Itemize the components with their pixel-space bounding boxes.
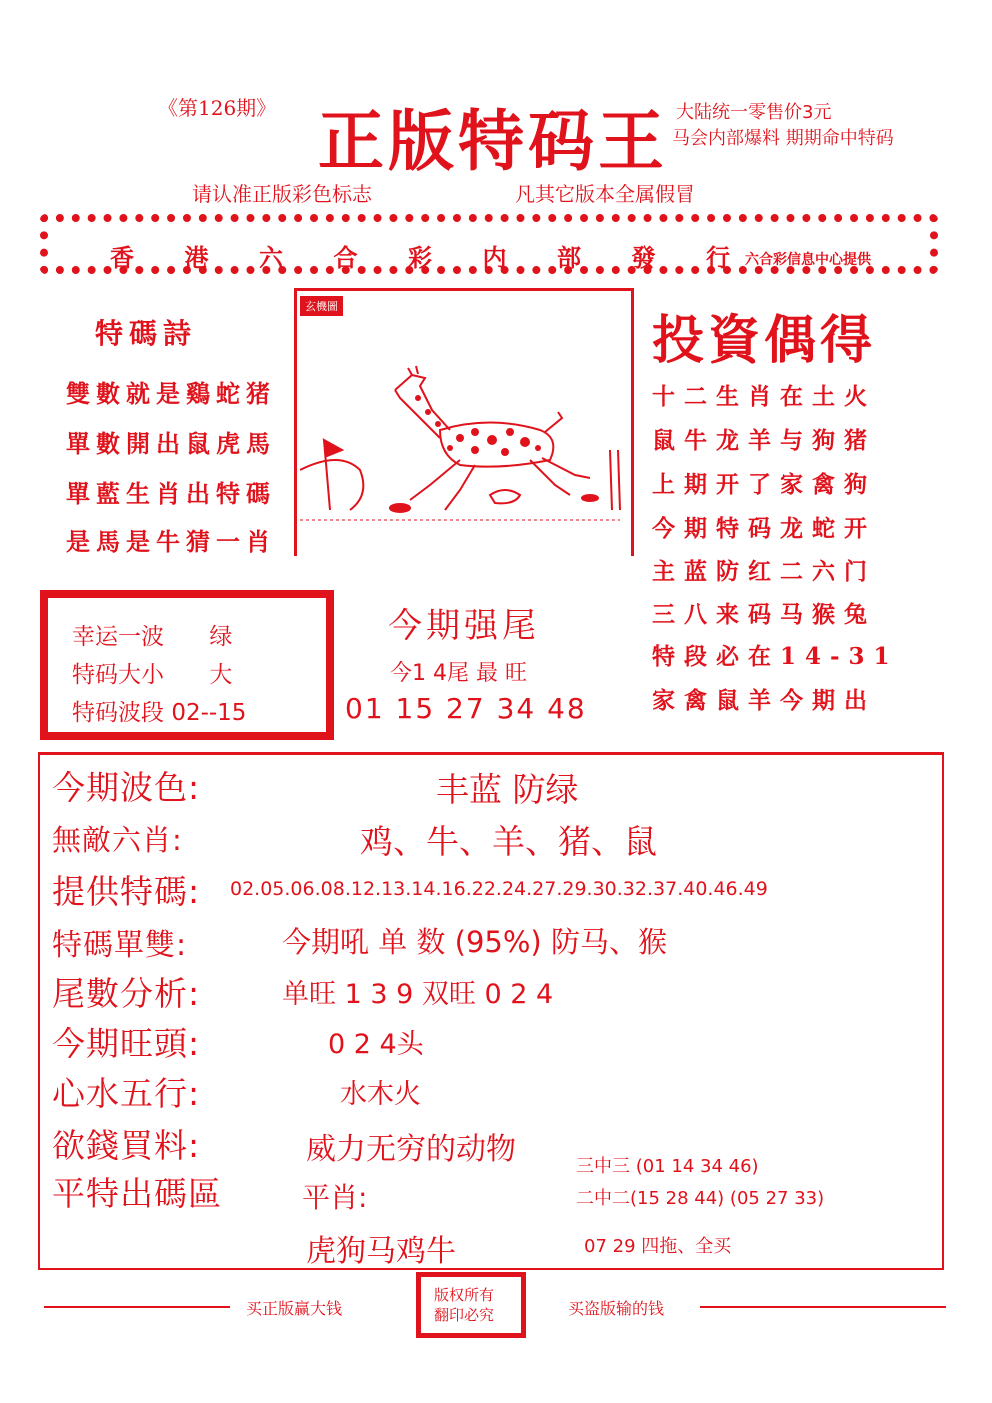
invest-line: 三八来码马猴兔: [652, 601, 876, 628]
row-value-tail-analysis: 单旺 1 3 9 双旺 0 2 4: [282, 979, 554, 1010]
banner-char: 部: [557, 243, 581, 272]
price-text: 大陆统一零售价3元: [676, 102, 832, 123]
invest-line: 上期开了家禽狗: [652, 471, 876, 498]
lucky-row: [72, 618, 232, 651]
picture-stamp: 玄機圖: [300, 296, 343, 316]
row-label-flat-zone: 平特出碼區: [52, 1174, 222, 1213]
lucky-label: 幸运一波: [72, 624, 164, 650]
row-value-odd-even: 今期吼 单 数 (95%) 防马、猴: [282, 925, 667, 959]
three-of-three: 三中三 (01 14 34 46): [576, 1156, 759, 1177]
footer-right-slogan: 买盗版输的钱: [568, 1299, 665, 1318]
banner-char: 内: [482, 243, 507, 272]
tail-subtitle: 今1 4尾 最 旺: [390, 661, 527, 686]
footer-divider: [44, 1306, 230, 1308]
banner-source: 六合彩信息中心提供: [745, 252, 871, 268]
lucky-label: 特码波段: [72, 700, 164, 726]
footer-left-slogan: 买正版赢大钱: [246, 1299, 343, 1318]
tail-numbers: 01 15 27 34 48: [345, 692, 587, 725]
lucky-value: 02--15: [171, 700, 247, 726]
lucky-row: [72, 694, 246, 727]
banner-char: 六: [259, 243, 283, 272]
copyright-line: 版权所有: [434, 1286, 495, 1304]
invest-line: 鼠牛龙羊与狗猪: [652, 427, 876, 454]
row-value-flat-zone: 平肖:: [302, 1181, 368, 1214]
row-label-buy-tips: 欲錢買料:: [52, 1126, 201, 1165]
row-label-tail-analysis: 尾數分析:: [52, 974, 201, 1013]
issue-number: 《第126期》: [158, 96, 277, 120]
banner-char: 行: [706, 243, 730, 272]
poem-title: 特碼詩: [95, 317, 198, 350]
two-of-two: 二中二(15 28 44) (05 27 33): [576, 1188, 825, 1209]
invest-line: 十二生肖在土火: [652, 383, 876, 410]
row-label-wave-color: 今期波色:: [52, 768, 201, 807]
poem-line: 雙數就是鷄蛇猪: [66, 379, 276, 408]
footer-divider: [700, 1306, 946, 1308]
banner-char: 彩: [408, 243, 432, 272]
row-label-special-numbers: 提供特碼:: [52, 872, 201, 911]
lucky-row: [72, 656, 232, 689]
invest-line: 家禽鼠羊今期出: [652, 687, 876, 714]
authenticity-notice: 请认准正版彩色标志: [192, 182, 372, 206]
row-label-zodiac: 無敵六肖:: [52, 823, 183, 857]
lucky-value: 大: [209, 662, 233, 688]
lucky-label: 特码大小: [72, 662, 164, 688]
row-value-buy-tips: 威力无穷的动物: [306, 1132, 516, 1167]
row-label-hot-head: 今期旺頭:: [52, 1024, 201, 1063]
row-value-five-elements: 水木火: [340, 1079, 421, 1110]
poem-line: 是馬是牛猜一肖: [66, 527, 276, 556]
row-value-zodiac: 鸡、牛、羊、猪、鼠: [360, 822, 657, 861]
invest-line: 特段必在14-31: [652, 643, 899, 670]
invest-title: 投資偶得: [652, 310, 877, 371]
banner-char: 港: [184, 243, 209, 272]
insider-text: 马会内部爆料 期期命中特码: [672, 128, 894, 149]
poem-line: 單數開出鼠虎馬: [66, 429, 276, 458]
row-value-wave-color: 丰蓝 防绿: [436, 770, 579, 809]
publisher-banner-text: [110, 238, 730, 273]
banner-char: 香: [110, 243, 134, 272]
counterfeit-notice: 凡其它版本全属假冒: [515, 182, 695, 206]
banner-char: 合: [333, 243, 358, 272]
banner-char: 發: [631, 243, 656, 272]
invest-line: 今期特码龙蛇开: [652, 515, 876, 542]
flat-animals: 虎狗马鸡牛: [306, 1234, 456, 1269]
four-drag: 07 29 四拖、全买: [584, 1236, 732, 1257]
tail-title: 今期强尾: [388, 606, 540, 646]
copyright-line: 翻印必究: [434, 1306, 495, 1324]
row-value-hot-head: 0 2 4头: [328, 1029, 424, 1060]
lucky-value: 绿: [209, 624, 233, 650]
invest-line: 主蓝防红二六门: [652, 558, 876, 585]
poem-line: 單藍生肖出特碼: [66, 479, 276, 508]
main-title: 正版特码王: [318, 102, 668, 180]
giraffe-illustration: [300, 320, 630, 550]
row-label-odd-even: 特碼單雙:: [52, 928, 188, 963]
row-label-five-elements: 心水五行:: [52, 1074, 201, 1113]
row-value-special-numbers: 02.05.06.08.12.13.14.16.22.24.27.29.30.32.37.40.46.49: [230, 878, 768, 900]
